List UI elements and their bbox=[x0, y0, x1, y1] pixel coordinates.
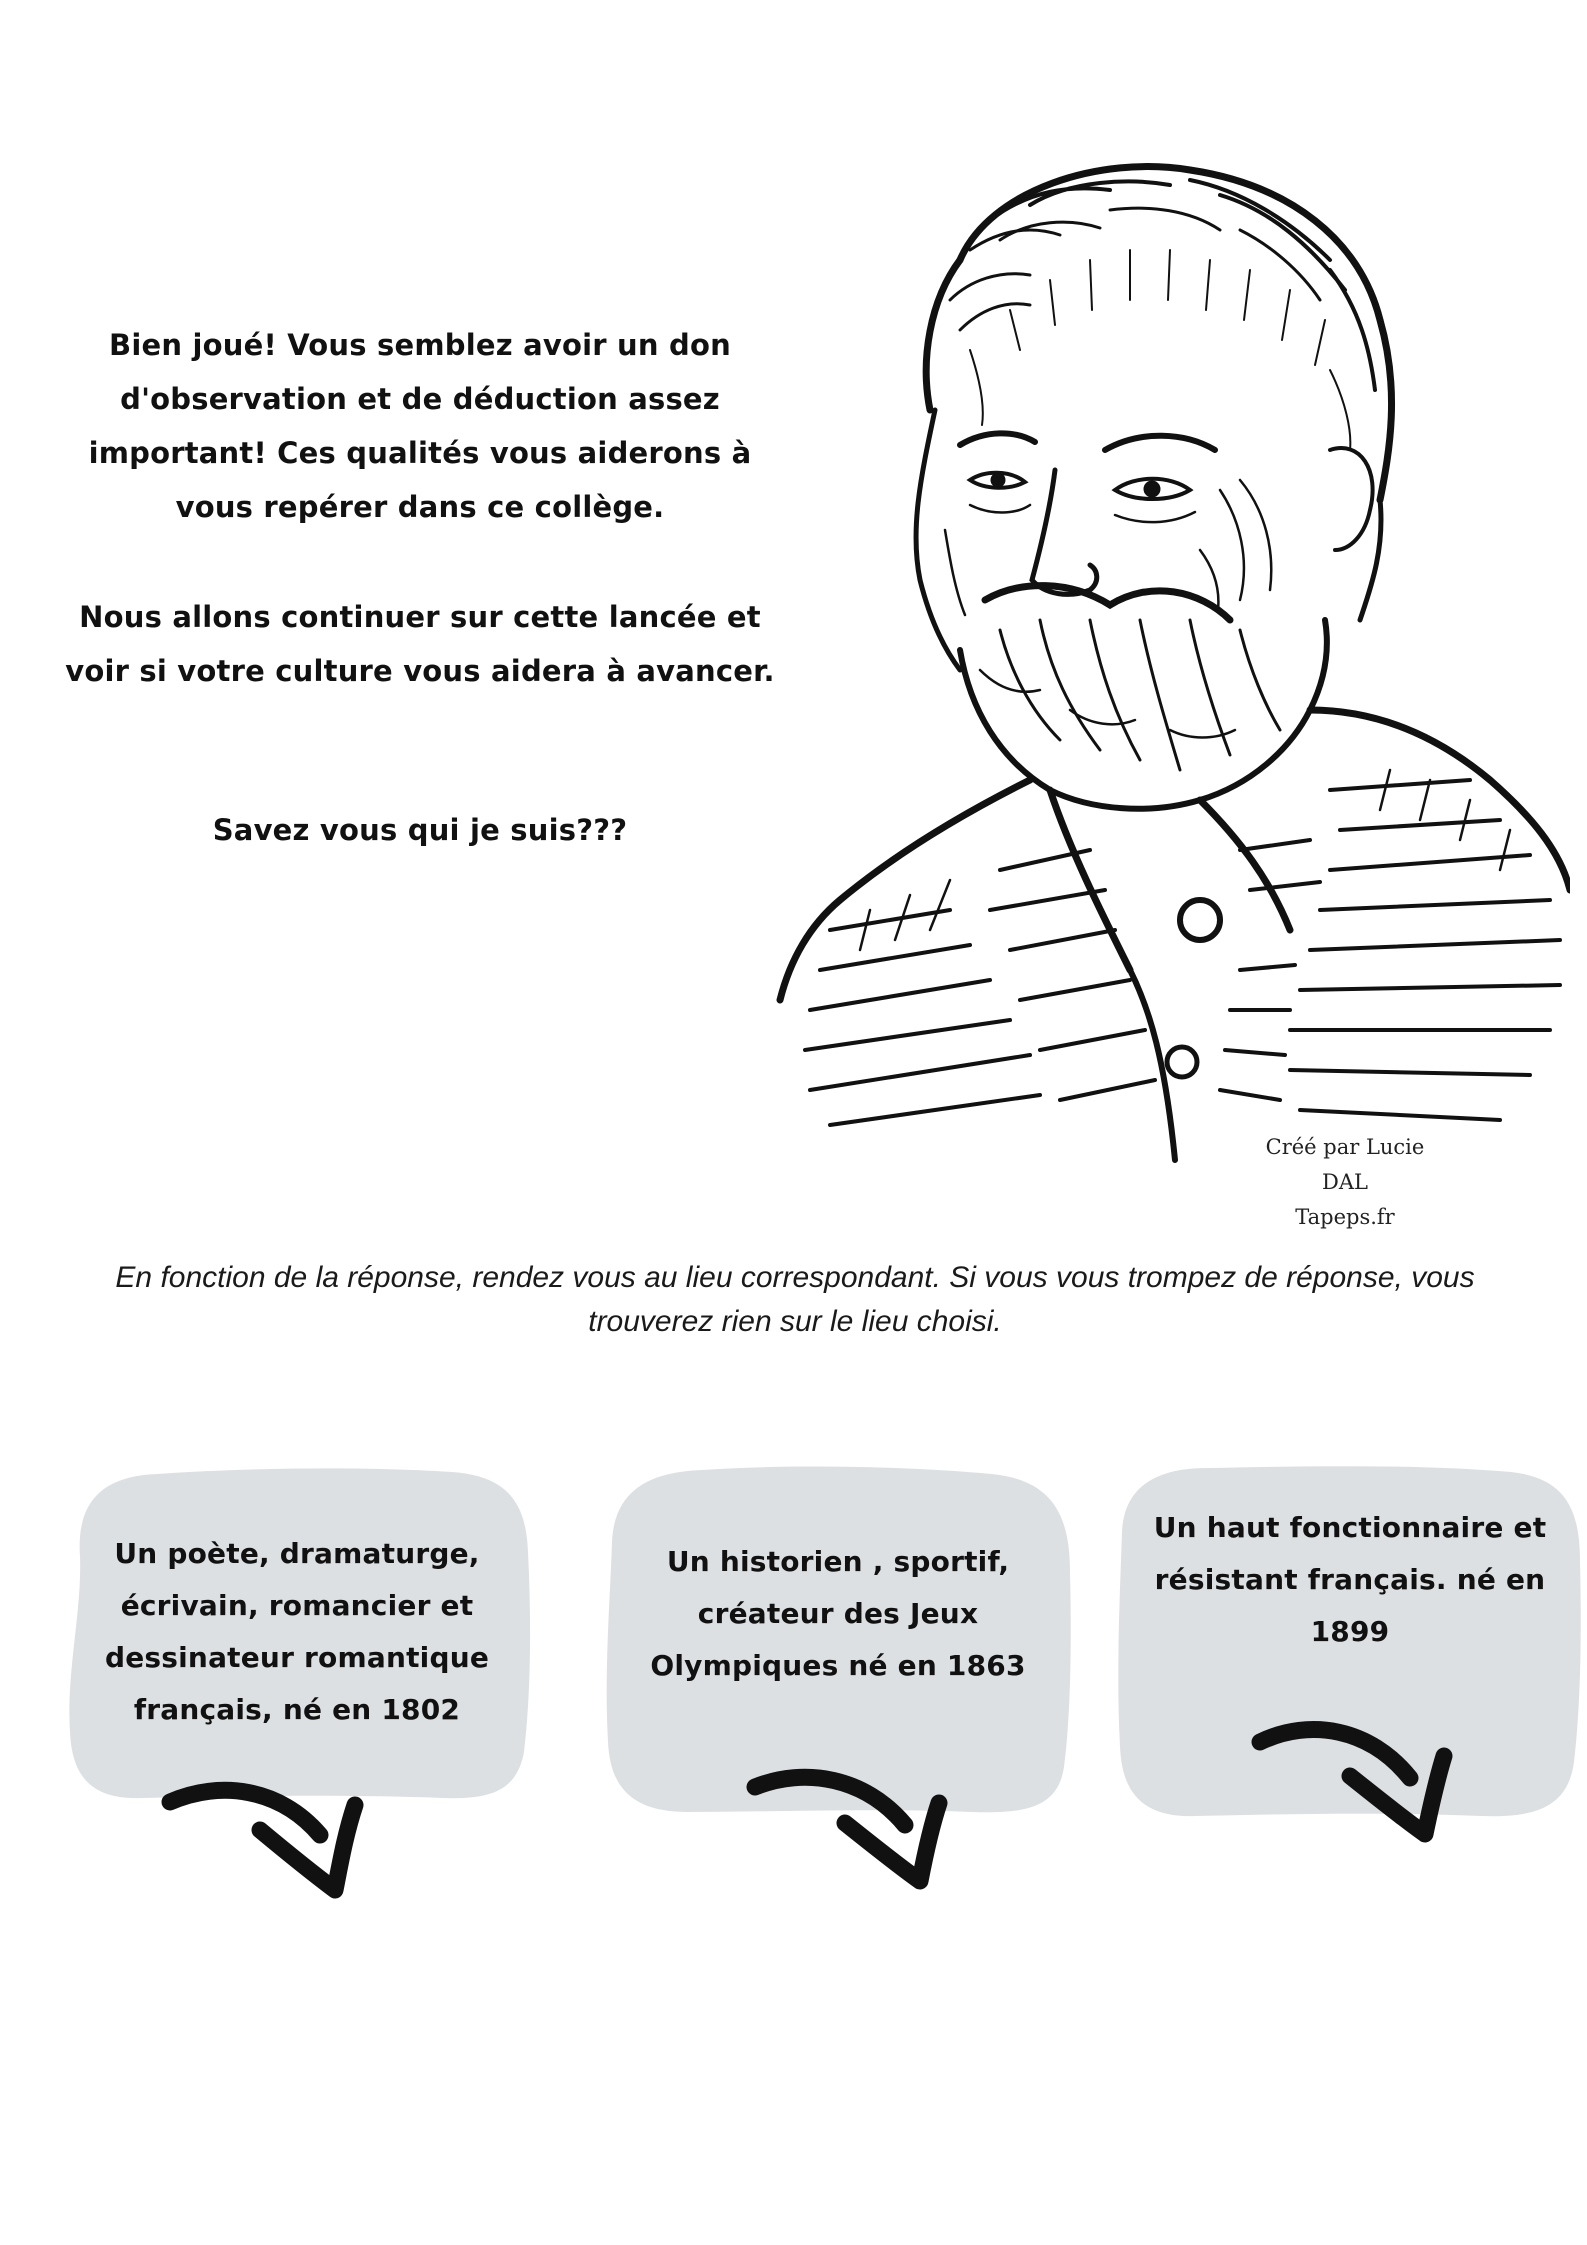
answer-line: Olympiques né en 1863 bbox=[650, 1649, 1026, 1682]
instruction-text bbox=[55, 1256, 1535, 1344]
intro-line: Bien joué! Vous semblez avoir un don bbox=[109, 328, 731, 362]
answer-line: dessinateur romantique bbox=[104, 1641, 490, 1674]
answer-card-1[interactable] bbox=[62, 1462, 532, 1802]
instruction-line: En fonction de la réponse, rendez vous au lieu correspondant. Si vous vous trompez de réponse, vous bbox=[115, 1261, 1475, 1294]
intro-text bbox=[55, 318, 785, 857]
answer-line: créateur des Jeux bbox=[697, 1597, 979, 1630]
intro-line: d'observation et de déduction assez bbox=[120, 382, 720, 416]
answer-line: 1899 bbox=[1310, 1615, 1390, 1648]
answer-text bbox=[622, 1536, 1054, 1692]
answer-line: Un haut fonctionnaire et bbox=[1153, 1511, 1547, 1544]
intro-line: Nous allons continuer sur cette lancée et bbox=[79, 600, 761, 634]
credit-author: Créé par Lucie DAL bbox=[1265, 1135, 1425, 1194]
intro-line: voir si votre culture vous aidera à avancer. bbox=[65, 654, 775, 688]
curved-arrow-down-right-icon bbox=[1250, 1710, 1470, 1850]
credit-site: Tapeps.fr bbox=[1295, 1205, 1395, 1229]
curved-arrow-down-right-icon bbox=[745, 1755, 965, 1895]
answer-line: résistant français. né en bbox=[1154, 1563, 1546, 1596]
portrait-illustration bbox=[770, 150, 1570, 1170]
instruction-line: trouverez rien sur le lieu choisi. bbox=[588, 1305, 1002, 1338]
answer-line: Un poète, dramaturge, bbox=[114, 1537, 480, 1570]
answer-text bbox=[1136, 1502, 1564, 1658]
credit-block bbox=[1240, 1130, 1450, 1235]
intro-line: important! Ces qualités vous aiderons à bbox=[88, 436, 752, 470]
answer-text bbox=[82, 1528, 512, 1736]
intro-question: Savez vous qui je suis??? bbox=[212, 813, 628, 847]
curved-arrow-down-right-icon bbox=[160, 1760, 380, 1900]
intro-line: vous repérer dans ce collège. bbox=[175, 490, 665, 524]
answer-line: écrivain, romancier et bbox=[120, 1589, 474, 1622]
answer-line: français, né en 1802 bbox=[133, 1693, 461, 1726]
answer-line: Un historien , sportif, bbox=[666, 1545, 1010, 1578]
